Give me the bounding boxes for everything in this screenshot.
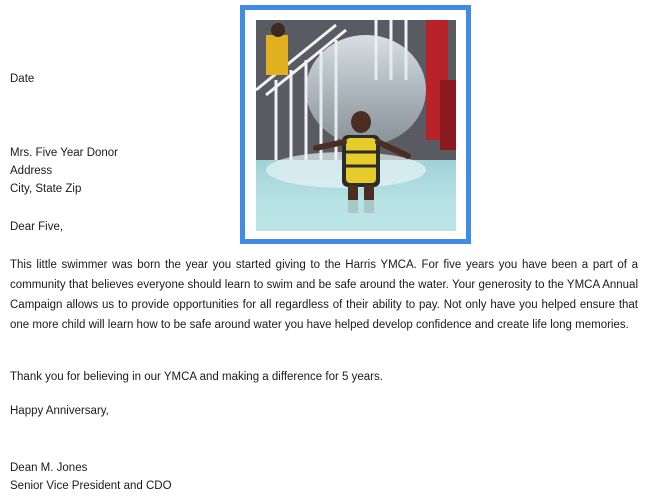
signature-title: Senior Vice President and CDO	[10, 480, 172, 492]
swimmer-photo	[256, 20, 456, 231]
thanks-line: Thank you for believing in our YMCA and making a difference for 5 years.	[10, 371, 383, 383]
closing-line: Happy Anniversary,	[10, 405, 109, 417]
recipient-address: Address	[10, 165, 53, 177]
letter-date: Date	[10, 73, 35, 85]
salutation: Dear Five,	[10, 221, 64, 233]
body-paragraph: This little swimmer was born the year you started giving to the Harris YMCA. For five years you have been a part of a community that believes everyone should learn to swim and be safe around the water. Your generosity to the YMCA Annual Campaign allows us to provide opportunities for all regardless of their ability to pay. Not only have you helped ensure that one more child will learn how to be safe around water you have helped develop confidence and create life long memories.	[10, 259, 638, 331]
photo-frame	[240, 5, 471, 244]
recipient-name: Mrs. Five Year Donor	[10, 147, 119, 159]
swimmer-illustration	[256, 20, 456, 231]
recipient-city: City, State Zip	[10, 183, 82, 195]
signature-name: Dean M. Jones	[10, 462, 88, 474]
